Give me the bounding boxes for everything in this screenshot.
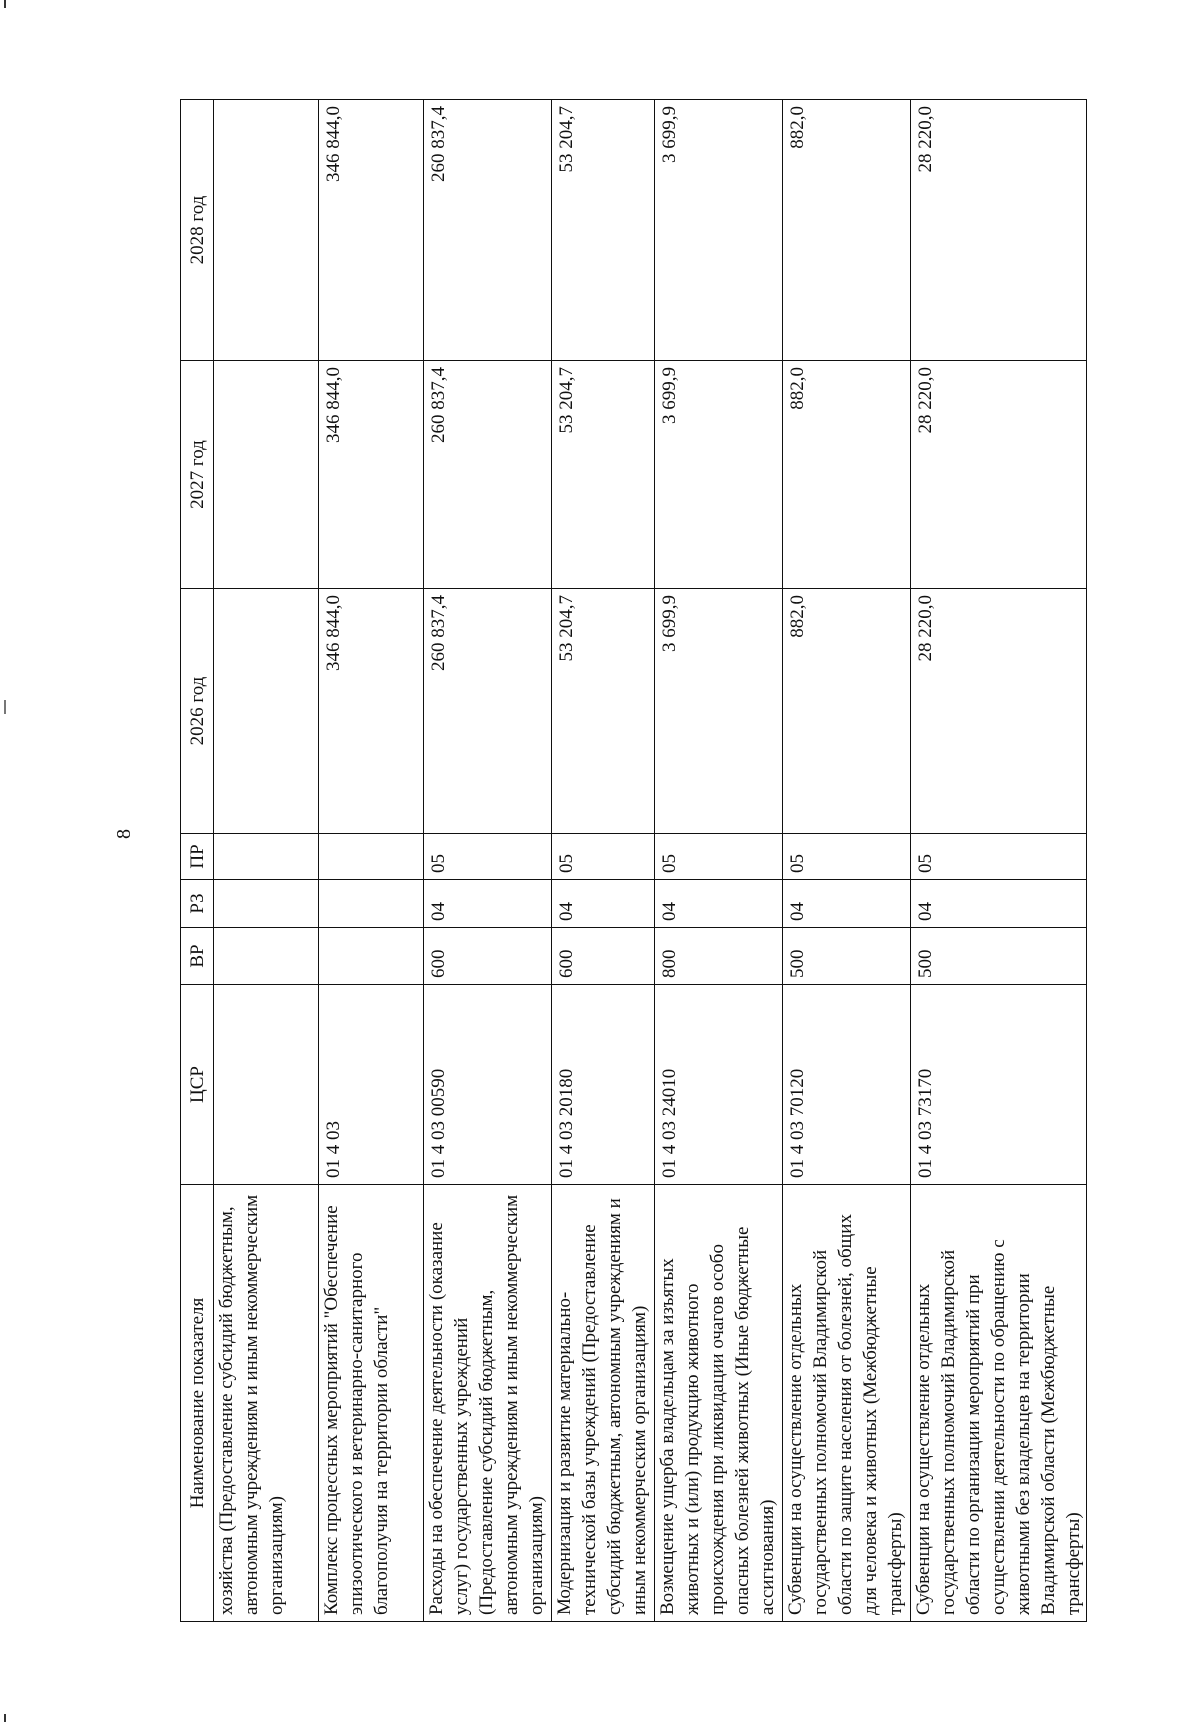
table-header-row — [181, 100, 214, 1622]
header-rz: РЗ — [181, 880, 214, 928]
cell-2028: 260 837,4 — [424, 100, 552, 361]
header-vr: ВР — [181, 928, 214, 985]
header-2028: 2028 год — [181, 100, 214, 361]
cell-2026: 260 837,4 — [424, 589, 552, 834]
table-row — [783, 100, 911, 1622]
cell-csr: 01 4 03 24010 — [655, 985, 783, 1185]
cell-rz: 04 — [655, 880, 783, 928]
header-2026: 2026 год — [181, 589, 214, 834]
cell-csr: 01 4 03 — [319, 985, 424, 1185]
cell-vr — [214, 928, 319, 985]
cell-2028: 53 204,7 — [552, 100, 655, 361]
cell-2026: 28 220,0 — [911, 589, 1087, 834]
cell-vr: 500 — [783, 928, 911, 985]
cell-2027 — [214, 361, 319, 589]
cell-name: хозяйства (Предоставление субсидий бюджетным, автономным учреждениям и иным некоммерческим организациям) — [214, 1185, 319, 1622]
budget-table — [180, 99, 1087, 1622]
cell-2027: 260 837,4 — [424, 361, 552, 589]
cell-rz: 04 — [911, 880, 1087, 928]
cell-pr: 05 — [552, 834, 655, 880]
cell-2028 — [214, 100, 319, 361]
cell-2027: 882,0 — [783, 361, 911, 589]
budget-table-container — [180, 100, 1084, 1622]
cell-2028: 346 844,0 — [319, 100, 424, 361]
cell-rz: 04 — [552, 880, 655, 928]
cell-2026: 346 844,0 — [319, 589, 424, 834]
cell-csr: 01 4 03 00590 — [424, 985, 552, 1185]
cell-pr: 05 — [911, 834, 1087, 880]
table-row — [911, 100, 1087, 1622]
cell-rz — [319, 880, 424, 928]
cell-vr: 600 — [552, 928, 655, 985]
cell-csr: 01 4 03 20180 — [552, 985, 655, 1185]
cell-csr: 01 4 03 73170 — [911, 985, 1087, 1185]
header-2027: 2027 год — [181, 361, 214, 589]
scan-mark-bottom — [4, 1714, 6, 1722]
cell-pr: 05 — [424, 834, 552, 880]
cell-2028: 3 699,9 — [655, 100, 783, 361]
cell-name: Субвенции на осуществление отдельных государственных полномочий Владимирской области по организации мероприятий при осуществлении деятельности по обращению с животными без владельцев на территории Владимирской области (Межбюджетные трансферты) — [911, 1185, 1087, 1622]
table-row — [424, 100, 552, 1622]
cell-name: Субвенции на осуществление отдельных государственных полномочий Владимирской области по защите населения от болезней, общих для человека и животных (Межбюджетные трансферты) — [783, 1185, 911, 1622]
cell-name: Расходы на обеспечение деятельности (оказание услуг) государственных учреждений (Предоставление субсидий бюджетным, автономным учреждениям и иным некоммерческим организациям) — [424, 1185, 552, 1622]
table-row — [552, 100, 655, 1622]
header-csr: ЦСР — [181, 985, 214, 1185]
cell-vr — [319, 928, 424, 985]
cell-2026: 3 699,9 — [655, 589, 783, 834]
cell-pr — [214, 834, 319, 880]
cell-2027: 28 220,0 — [911, 361, 1087, 589]
cell-2027: 53 204,7 — [552, 361, 655, 589]
cell-name: Возмещение ущерба владельцам за изъятых животных и (или) продукцию животного происхождения при ликвидации очагов особо опасных болезней животных (Иные бюджетные ассигнования) — [655, 1185, 783, 1622]
header-pr: ПР — [181, 834, 214, 880]
cell-rz — [214, 880, 319, 928]
cell-csr — [214, 985, 319, 1185]
cell-pr — [319, 834, 424, 880]
cell-2027: 346 844,0 — [319, 361, 424, 589]
cell-csr: 01 4 03 70120 — [783, 985, 911, 1185]
cell-2028: 882,0 — [783, 100, 911, 361]
table-row — [655, 100, 783, 1622]
cell-vr: 800 — [655, 928, 783, 985]
cell-name: Комплекс процессных мероприятий "Обеспечение эпизоотического и ветеринарно-санитарного благополучия на территории области" — [319, 1185, 424, 1622]
scan-mark-mid — [4, 700, 6, 714]
cell-rz: 04 — [783, 880, 911, 928]
cell-name: Модернизация и развитие материально-технической базы учреждений (Предоставление субсидий бюджетным, автономным учреждениям и иным некоммерческим организациям) — [552, 1185, 655, 1622]
header-name: Наименование показателя — [181, 1185, 214, 1622]
scan-mark-top — [4, 0, 6, 8]
cell-vr: 500 — [911, 928, 1087, 985]
cell-rz: 04 — [424, 880, 552, 928]
table-row — [214, 100, 319, 1622]
cell-vr: 600 — [424, 928, 552, 985]
cell-2027: 3 699,9 — [655, 361, 783, 589]
cell-2026 — [214, 589, 319, 834]
cell-2026: 53 204,7 — [552, 589, 655, 834]
cell-pr: 05 — [783, 834, 911, 880]
cell-2028: 28 220,0 — [911, 100, 1087, 361]
table-row — [319, 100, 424, 1622]
cell-pr: 05 — [655, 834, 783, 880]
cell-2026: 882,0 — [783, 589, 911, 834]
page-number: 8 — [113, 829, 135, 839]
